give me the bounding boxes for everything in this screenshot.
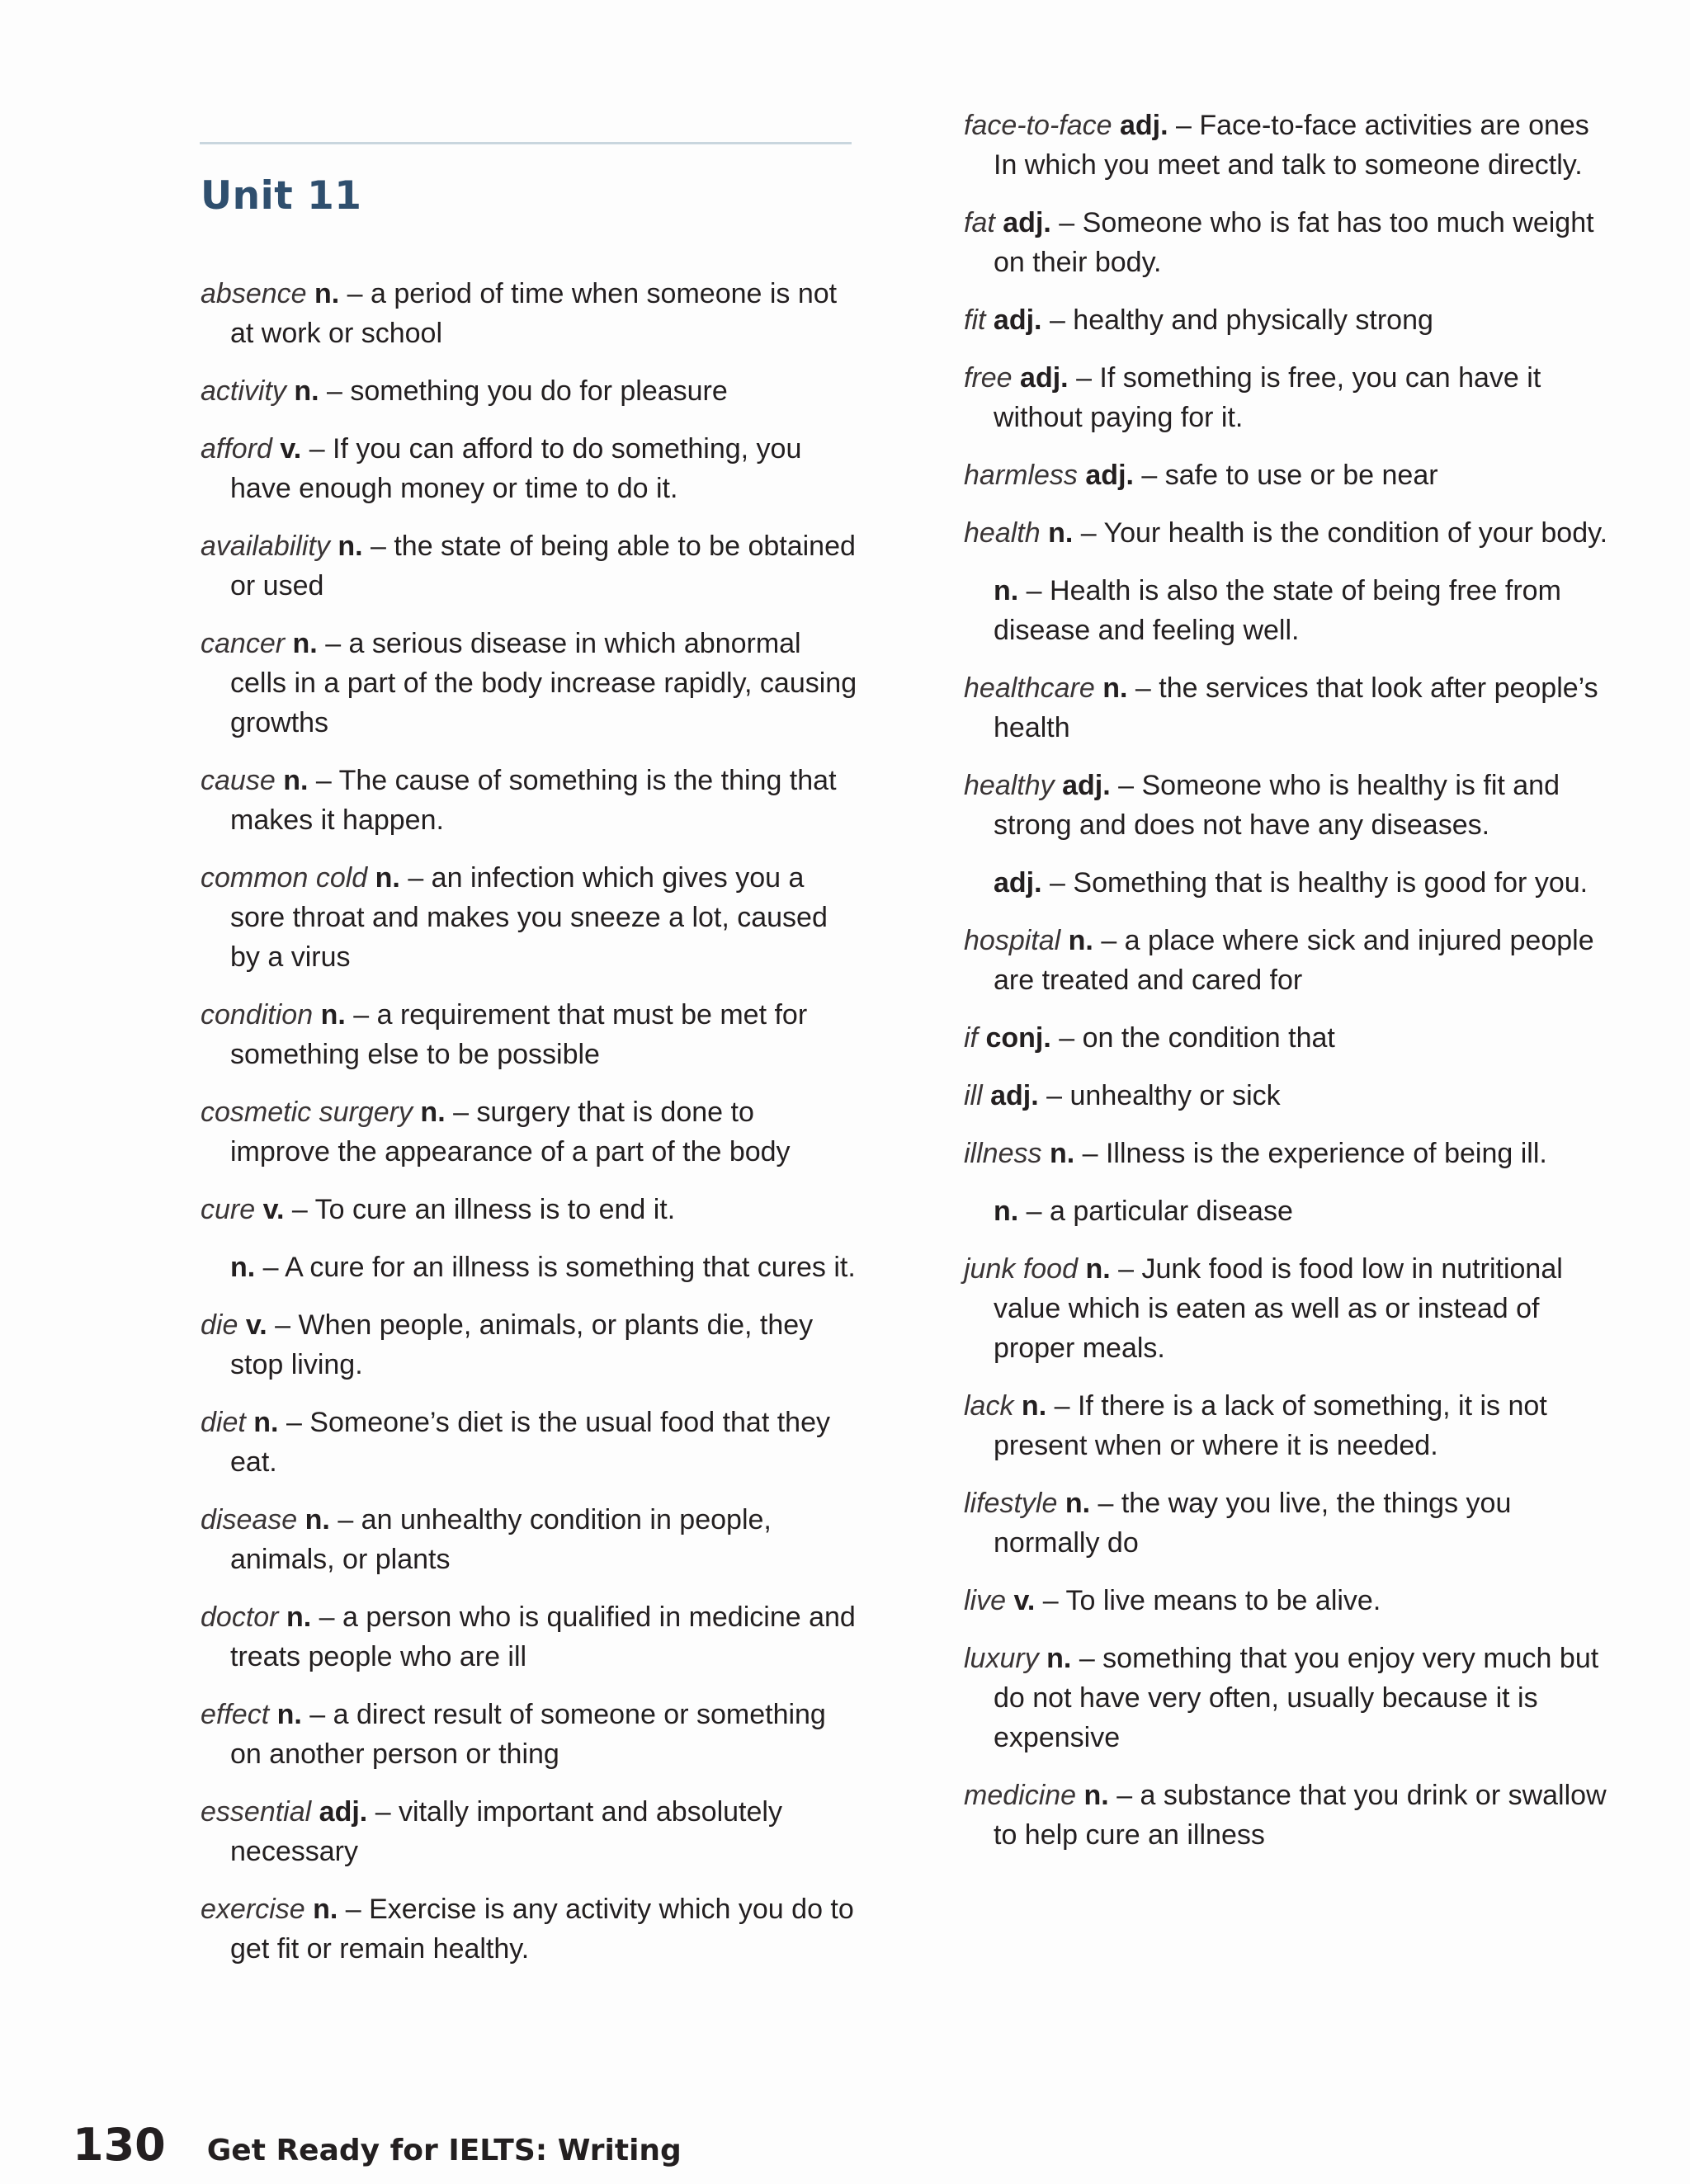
headword: harmless bbox=[964, 460, 1078, 491]
glossary-entry bbox=[964, 203, 1616, 282]
part-of-speech: adj. bbox=[1020, 362, 1069, 394]
glossary-entry bbox=[201, 1695, 861, 1774]
definition: – To live means to be alive. bbox=[1042, 1585, 1381, 1616]
definition: – surgery that is done to improve the appearance of a part of the body bbox=[230, 1097, 791, 1167]
definition: – Someone who is fat has too much weight on their body. bbox=[994, 207, 1594, 278]
part-of-speech: v. bbox=[280, 433, 302, 465]
definition: – vitally important and absolutely necessary bbox=[230, 1796, 782, 1867]
definition: – Something that is healthy is good for you. bbox=[1050, 867, 1589, 899]
headword: effect bbox=[201, 1699, 270, 1730]
headword: cause bbox=[201, 765, 276, 796]
headword: diet bbox=[201, 1407, 246, 1438]
glossary-entry bbox=[201, 858, 861, 977]
glossary-entry bbox=[964, 1134, 1616, 1173]
definition: – something you do for pleasure bbox=[327, 375, 728, 407]
part-of-speech: n. bbox=[1065, 1488, 1091, 1519]
definition: – healthy and physically strong bbox=[1049, 304, 1433, 336]
headword: disease bbox=[201, 1504, 298, 1535]
glossary-entry bbox=[201, 1248, 861, 1287]
part-of-speech: adj. bbox=[1085, 460, 1134, 491]
glossary-entry bbox=[964, 1484, 1616, 1563]
definition: – a serious disease in which abnormal cells in a part of the body increase rapidly, causing growths bbox=[230, 628, 857, 738]
headword: free bbox=[964, 362, 1013, 394]
glossary-entry bbox=[201, 761, 861, 840]
headword: medicine bbox=[964, 1780, 1077, 1811]
part-of-speech: n. bbox=[1068, 925, 1093, 956]
definition: – on the condition that bbox=[1059, 1022, 1335, 1054]
headword: hospital bbox=[964, 925, 1061, 956]
glossary-entry bbox=[964, 668, 1616, 748]
part-of-speech: n. bbox=[320, 999, 346, 1031]
definition: – Junk food is food low in nutritional value which is eaten as well as or instead of proper meals. bbox=[994, 1253, 1563, 1364]
part-of-speech: n. bbox=[994, 575, 1019, 606]
glossary-entry bbox=[201, 1092, 861, 1172]
part-of-speech: n. bbox=[1049, 1138, 1075, 1169]
part-of-speech: n. bbox=[304, 1504, 330, 1535]
headword: fit bbox=[964, 304, 986, 336]
definition: – a substance that you drink or swallow to help cure an illness bbox=[994, 1780, 1607, 1851]
glossary-entry bbox=[201, 274, 861, 353]
part-of-speech: n. bbox=[283, 765, 309, 796]
part-of-speech: n. bbox=[994, 1196, 1019, 1227]
definition: – the state of being able to be obtained or used bbox=[230, 531, 856, 601]
headword: junk food bbox=[964, 1253, 1078, 1285]
glossary-entry bbox=[964, 455, 1616, 495]
glossary-entry bbox=[201, 995, 861, 1074]
glossary-entry bbox=[201, 1190, 861, 1229]
glossary-entry bbox=[964, 300, 1616, 340]
part-of-speech: n. bbox=[1085, 1253, 1111, 1285]
headword: condition bbox=[201, 999, 314, 1031]
headword: ill bbox=[964, 1080, 983, 1111]
glossary-entry bbox=[964, 1639, 1616, 1757]
page-footer bbox=[73, 2119, 682, 2177]
definition: – Illness is the experience of being ill. bbox=[1082, 1138, 1547, 1169]
glossary-entry bbox=[201, 1305, 861, 1384]
definition: – an unhealthy condition in people, animals, or plants bbox=[230, 1504, 772, 1575]
glossary-column-left bbox=[201, 274, 861, 1987]
part-of-speech: conj. bbox=[985, 1022, 1051, 1054]
part-of-speech: n. bbox=[313, 1894, 338, 1925]
glossary-entry bbox=[964, 863, 1616, 903]
headword: essential bbox=[201, 1796, 312, 1828]
headword: cosmetic surgery bbox=[201, 1097, 413, 1128]
headword: healthcare bbox=[964, 672, 1095, 704]
part-of-speech: v. bbox=[262, 1194, 285, 1225]
headword: exercise bbox=[201, 1894, 305, 1925]
glossary-entry bbox=[201, 526, 861, 606]
definition: – the services that look after people’s health bbox=[994, 672, 1598, 743]
definition: – a person who is qualified in medicine and treats people who are ill bbox=[230, 1601, 856, 1672]
page-number: 130 bbox=[73, 2119, 166, 2171]
definition: – a particular disease bbox=[1026, 1196, 1293, 1227]
part-of-speech: n. bbox=[1046, 1643, 1072, 1674]
glossary-entry bbox=[201, 1597, 861, 1677]
glossary-entry bbox=[964, 1386, 1616, 1465]
glossary-entry bbox=[964, 1776, 1616, 1855]
glossary-entry bbox=[964, 358, 1616, 437]
part-of-speech: n. bbox=[1102, 672, 1128, 704]
glossary-entry bbox=[201, 429, 861, 508]
headword: doctor bbox=[201, 1601, 279, 1633]
definition: – the way you live, the things you normally do bbox=[994, 1488, 1512, 1559]
glossary-entry bbox=[964, 1076, 1616, 1116]
definition: – a direct result of someone or something on another person or thing bbox=[230, 1699, 826, 1770]
part-of-speech: adj. bbox=[994, 867, 1042, 899]
glossary-entry bbox=[201, 1403, 861, 1482]
definition: – When people, animals, or plants die, they stop living. bbox=[230, 1309, 814, 1380]
book-title: Get Ready for IELTS: Writing bbox=[206, 2134, 682, 2167]
headword: afford bbox=[201, 433, 272, 465]
glossary-entry bbox=[964, 1581, 1616, 1620]
definition: – unhealthy or sick bbox=[1046, 1080, 1281, 1111]
headword: fat bbox=[964, 207, 995, 238]
headword: healthy bbox=[964, 770, 1055, 801]
part-of-speech: n. bbox=[1021, 1390, 1047, 1422]
headword: availability bbox=[201, 531, 330, 562]
part-of-speech: n. bbox=[420, 1097, 446, 1128]
definition: – If you can afford to do something, you have enough money or time to do it. bbox=[230, 433, 802, 504]
headword: cure bbox=[201, 1194, 256, 1225]
definition: – A cure for an illness is something that cures it. bbox=[262, 1252, 856, 1283]
headword: illness bbox=[964, 1138, 1042, 1169]
glossary-entry bbox=[964, 106, 1616, 185]
glossary-entry bbox=[964, 1018, 1616, 1058]
definition: – Exercise is any activity which you do to get fit or remain healthy. bbox=[230, 1894, 854, 1965]
definition: – an infection which gives you a sore throat and makes you sneeze a lot, caused by a virus bbox=[230, 862, 828, 973]
headword: common cold bbox=[201, 862, 368, 894]
headword: activity bbox=[201, 375, 286, 407]
part-of-speech: n. bbox=[314, 278, 340, 309]
glossary-entry bbox=[201, 624, 861, 743]
definition: – Someone who is healthy is fit and strong and does not have any diseases. bbox=[994, 770, 1560, 841]
part-of-speech: v. bbox=[1013, 1585, 1036, 1616]
part-of-speech: n. bbox=[230, 1252, 256, 1283]
headword: face-to-face bbox=[964, 110, 1112, 141]
headword: absence bbox=[201, 278, 307, 309]
headword: if bbox=[964, 1022, 978, 1054]
headword: luxury bbox=[964, 1643, 1039, 1674]
definition: – Health is also the state of being free from disease and feeling well. bbox=[994, 575, 1561, 646]
unit-title: Unit 11 bbox=[201, 173, 362, 219]
glossary-entry bbox=[964, 1191, 1616, 1231]
definition: – The cause of something is the thing that makes it happen. bbox=[230, 765, 837, 836]
headword: cancer bbox=[201, 628, 286, 659]
definition: – If there is a lack of something, it is not present when or where it is needed. bbox=[994, 1390, 1547, 1461]
headword: live bbox=[964, 1585, 1007, 1616]
definition: – safe to use or be near bbox=[1141, 460, 1438, 491]
part-of-speech: adj. bbox=[319, 1796, 368, 1828]
definition: – To cure an illness is to end it. bbox=[291, 1194, 676, 1225]
part-of-speech: n. bbox=[338, 531, 363, 562]
headword: lack bbox=[964, 1390, 1014, 1422]
part-of-speech: n. bbox=[276, 1699, 302, 1730]
glossary-entry bbox=[201, 1792, 861, 1871]
definition: – If something is free, you can have it without paying for it. bbox=[994, 362, 1541, 433]
part-of-speech: n. bbox=[1083, 1780, 1109, 1811]
part-of-speech: adj. bbox=[1003, 207, 1051, 238]
part-of-speech: n. bbox=[292, 628, 318, 659]
part-of-speech: adj. bbox=[990, 1080, 1039, 1111]
glossary-entry bbox=[964, 766, 1616, 845]
header-divider bbox=[200, 142, 852, 144]
headword: health bbox=[964, 517, 1041, 549]
part-of-speech: n. bbox=[294, 375, 319, 407]
glossary-entry bbox=[201, 1500, 861, 1579]
glossary-entry bbox=[964, 513, 1616, 553]
part-of-speech: n. bbox=[375, 862, 400, 894]
definition: – a place where sick and injured people are treated and cared for bbox=[994, 925, 1594, 996]
part-of-speech: adj. bbox=[1062, 770, 1111, 801]
glossary-entry bbox=[964, 921, 1616, 1000]
glossary-entry bbox=[964, 571, 1616, 650]
part-of-speech: adj. bbox=[993, 304, 1042, 336]
definition: – a period of time when someone is not at work or school bbox=[230, 278, 838, 349]
part-of-speech: adj. bbox=[1119, 110, 1168, 141]
definition: – something that you enjoy very much but do not have very often, usually because it is expensive bbox=[994, 1643, 1599, 1753]
definition: – Face-to-face activities are ones In which you meet and talk to someone directly. bbox=[994, 110, 1589, 181]
glossary-entry bbox=[964, 1249, 1616, 1368]
glossary-entry bbox=[201, 371, 861, 411]
definition: – Your health is the condition of your body. bbox=[1080, 517, 1608, 549]
part-of-speech: n. bbox=[253, 1407, 279, 1438]
definition: – Someone’s diet is the usual food that they eat. bbox=[230, 1407, 830, 1478]
part-of-speech: v. bbox=[245, 1309, 267, 1341]
glossary-entry bbox=[201, 1889, 861, 1969]
part-of-speech: n. bbox=[1048, 517, 1074, 549]
headword: die bbox=[201, 1309, 238, 1341]
headword: lifestyle bbox=[964, 1488, 1058, 1519]
definition: – a requirement that must be met for something else to be possible bbox=[230, 999, 808, 1070]
glossary-column-right bbox=[964, 106, 1616, 1873]
part-of-speech: n. bbox=[286, 1601, 312, 1633]
